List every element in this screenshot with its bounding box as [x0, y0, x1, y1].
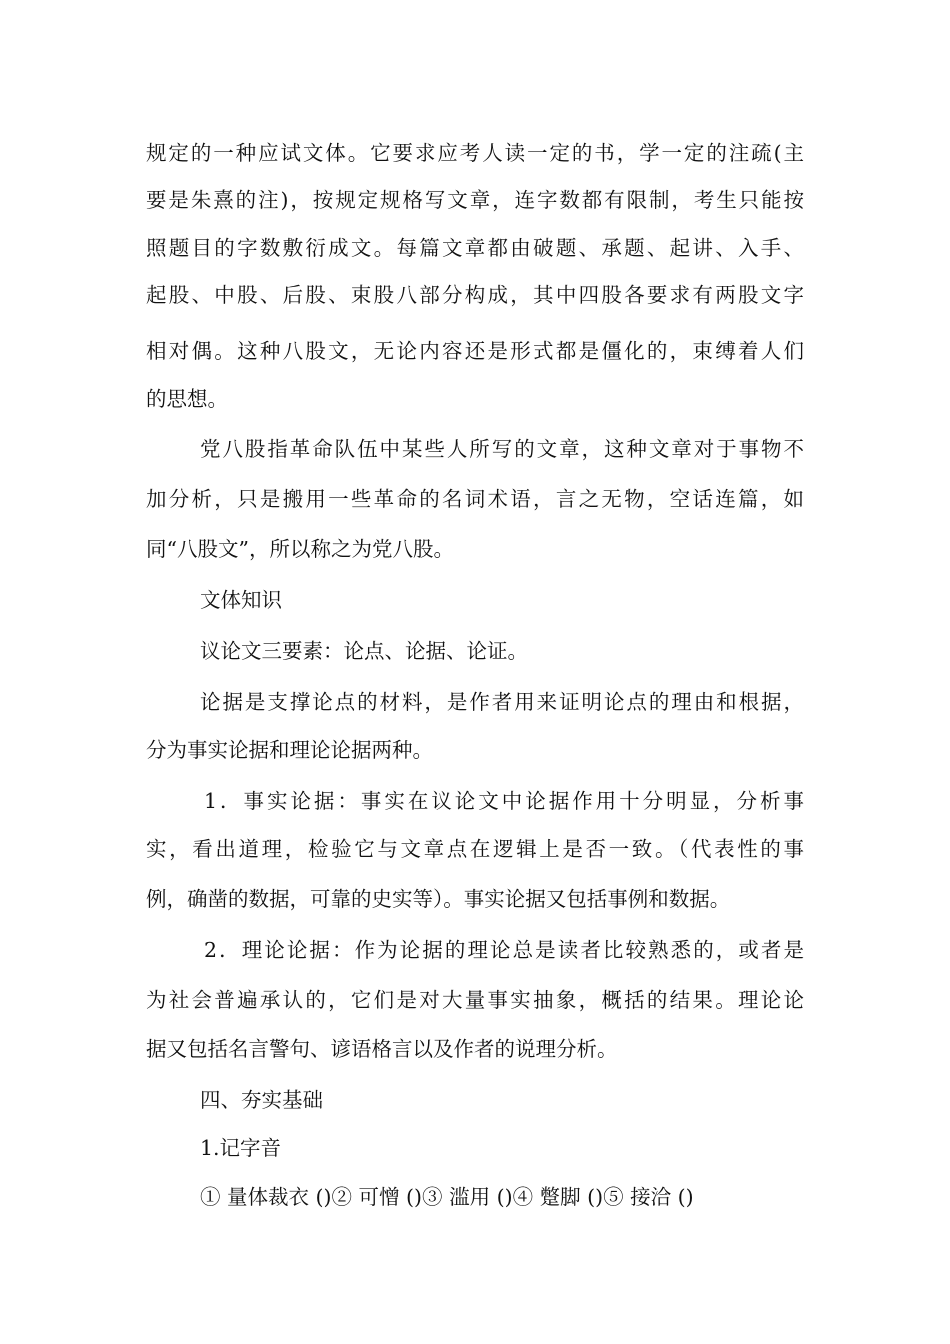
text-line: 议论文三要素：论点、论据、论证。 [200, 639, 528, 663]
text-line: 据又包括名言警句、谚语格言以及作者的说理分析。 [146, 1037, 618, 1061]
text-line: 2．理论论据：作为论据的理论总是读者比较熟悉的，或者是 [204, 938, 804, 962]
text-line: 1．事实论据：事实在议论文中论据作用十分明显，分析事 [204, 789, 804, 813]
sub-heading: 1.记字音 [200, 1136, 282, 1160]
exercise-line: ① 量体裁衣 ()② 可憎 ()③ 滥用 ()④ 蹩脚 ()⑤ 接洽 () [200, 1185, 694, 1209]
text-line: 规定的一种应试文体。它要求应考人读一定的书，学一定的注疏(主 [146, 141, 804, 165]
text-line: 实，看出道理，检验它与文章点在逻辑上是否一致。（代表性的事 [146, 837, 804, 861]
text-line: 同“八股文”，所以称之为党八股。 [146, 537, 454, 561]
text-line: 照题目的字数敷衍成文。每篇文章都由破题、承题、起讲、入手、 [146, 236, 804, 260]
text-line: 加分析，只是搬用一些革命的名词术语，言之无物，空话连篇，如 [146, 487, 804, 511]
text-line: 起股、中股、后股、束股八部分构成，其中四股各要求有两股文字 [146, 283, 804, 307]
section-heading: 文体知识 [200, 588, 282, 612]
text-line: 相对偶。这种八股文，无论内容还是形式都是僵化的，束缚着人们 [146, 339, 804, 363]
text-line: 例，确凿的数据，可靠的史实等）。事实论据又包括事例和数据。 [146, 887, 731, 911]
text-line: 为社会普遍承认的，它们是对大量事实抽象，概括的结果。理论论 [146, 988, 804, 1012]
section-heading: 四、夯实基础 [200, 1088, 323, 1112]
text-line: 分为事实论据和理论论据两种。 [146, 738, 433, 762]
text-line: 党八股指革命队伍中某些人所写的文章，这种文章对于事物不 [200, 437, 804, 461]
text-line: 要是朱熹的注)，按规定规格写文章，连字数都有限制，考生只能按 [146, 188, 804, 212]
text-line: 的思想。 [146, 387, 228, 411]
text-line: 论据是支撑论点的材料，是作者用来证明论点的理由和根据， [200, 690, 804, 714]
